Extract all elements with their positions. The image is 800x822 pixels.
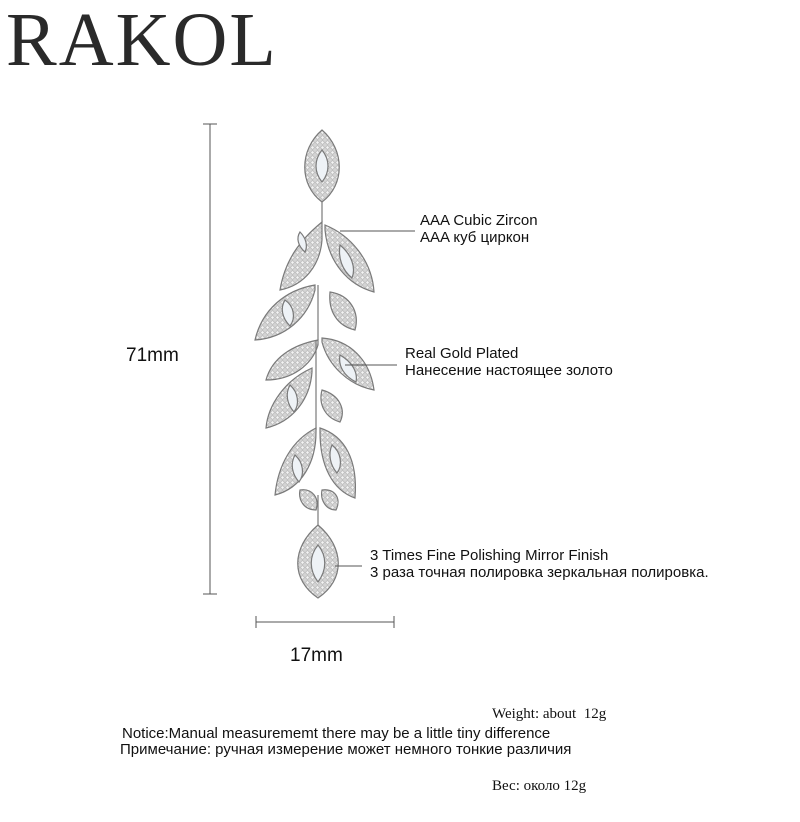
- height-label: 71mm: [126, 345, 179, 366]
- callout-lines: [335, 231, 415, 566]
- weight-en: Weight: about 12g: [492, 706, 607, 722]
- weight-ru: Вес: около 12g: [492, 778, 587, 794]
- notice-ru: Примечание: ручная измерение может немного тонкие различия: [120, 741, 572, 758]
- callout-gold-ru: Нанесение настоящее золото: [405, 362, 613, 379]
- notice-en: Notice:Manual measurememt there may be a little tiny difference: [122, 725, 551, 742]
- callout-polish-en: 3 Times Fine Polishing Mirror Finish: [370, 547, 609, 564]
- height-dimension-line: [203, 124, 217, 594]
- callout-gold-en: Real Gold Plated: [405, 345, 519, 362]
- callout-zircon-ru: AAA куб циркон: [420, 229, 530, 246]
- callout-polish-ru: 3 раза точная полировка зеркальная полировка.: [370, 564, 709, 581]
- callout-polish: [370, 547, 709, 581]
- width-label: 17mm: [290, 645, 343, 666]
- callout-gold: [405, 345, 613, 379]
- width-dimension-line: [256, 616, 394, 628]
- callout-zircon: [420, 212, 538, 246]
- brand-logo: RAKOL: [6, 0, 278, 82]
- callout-zircon-en: AAA Cubic Zircon: [420, 212, 538, 229]
- earring: [255, 130, 374, 598]
